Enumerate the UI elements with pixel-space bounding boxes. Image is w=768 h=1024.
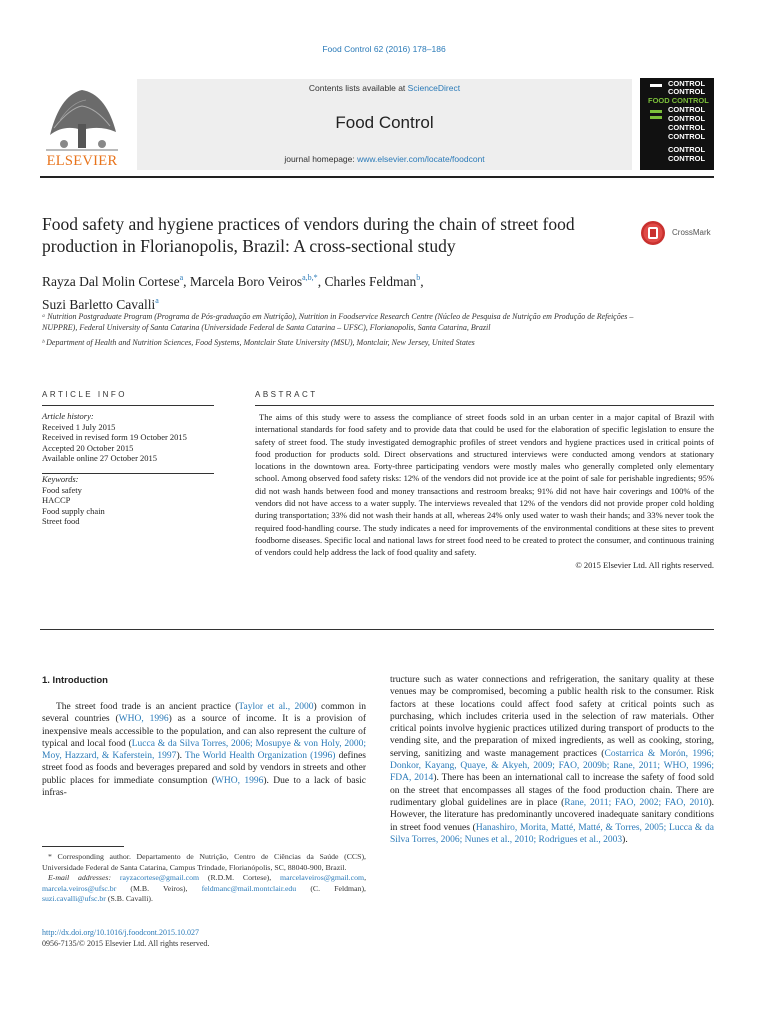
section-heading-introduction: 1. Introduction bbox=[42, 675, 108, 686]
contents-line: Contents lists available at ScienceDirect bbox=[308, 83, 461, 93]
cover-text-line: FOOD CONTROL bbox=[648, 96, 709, 105]
citation-link[interactable]: Hanashiro, Morita, Matté, Matté, & Torres, 2005; Lucca & da Silva Torres, 2006; Nunes et al., 2010; Rodrigues et al., 2003 bbox=[390, 822, 715, 845]
text-run: ). There has been an international call to increase the safety of food sold on the street that encompasses all stages of the food production chain. There are rudimentary global guidelines are in place ( bbox=[390, 773, 714, 808]
journal-citation[interactable]: Food Control 62 (2016) 178–186 bbox=[322, 44, 446, 54]
text-run: tructure such as water connections and refrigeration, the sanitary quality at these venues may be compromised, becoming a public health risk to the consumer. Risk factors at these locations could affect food safety at critical points such as purchasing, which includes criteria used in the selection of raw materials. Other critical points involve hygienic practices utilized during transport of products to the vending site, and the preparation of mixed ingredients, as well as cooking, storing, serving, sanitizing and waste management practices ( bbox=[390, 675, 714, 759]
email-addresses-note bbox=[42, 873, 366, 905]
text-run: E-mail addresses: bbox=[48, 873, 120, 882]
author-name[interactable]: Marcela Boro Veiros bbox=[189, 274, 303, 289]
issn-line: 0956-7135/© 2015 Elsevier Ltd. All rights reserved. bbox=[42, 939, 210, 948]
citation-link[interactable]: marcela.veiros@ufsc.br bbox=[42, 883, 117, 893]
publisher-name: ELSEVIER bbox=[46, 153, 118, 169]
affiliations bbox=[42, 311, 642, 352]
author-list bbox=[42, 268, 642, 314]
keyword: Food safety bbox=[42, 484, 82, 495]
affiliation-a: ᵃ Nutrition Postgraduate Program (Programa de Pós-graduação em Nutrição), Nutrition in Foodservice Research Centre (Núcleo de Pesquisa de Nutrição em Produção de Refeições – NUPPRE), Federal University of Santa Catarina (Universidade Federal de Santa Catarina – UFSC), Florianopolis, Santa Catarina, Brazil bbox=[42, 312, 634, 332]
author-separator: , bbox=[183, 274, 190, 289]
author-separator: , bbox=[317, 274, 325, 289]
author-name[interactable]: Rayza Dal Molin Cortese bbox=[42, 274, 180, 289]
text-run: The street food trade is an ancient practice ( bbox=[56, 702, 239, 712]
text-run: ). bbox=[176, 751, 185, 762]
footnotes bbox=[42, 852, 366, 905]
author-affiliation-marker[interactable]: b bbox=[416, 273, 421, 282]
citation-link[interactable]: rayzacortese@gmail.com bbox=[119, 873, 200, 882]
affiliation-b: ᵇ Department of Health and Nutrition Sciences, Food Systems, Montclair State University (MSU), Montclair, New Jersey, United States bbox=[42, 338, 475, 347]
text-run: ). However, the literature has predominantly uncovered inadequate sanitary conditions in street food venues ( bbox=[390, 797, 714, 833]
abstract bbox=[255, 411, 714, 571]
text-run: ) as a source of income. It is a provision of inexpensive meals accessible to the population, and can also represent the culture of typical and local food ( bbox=[42, 714, 366, 749]
cover-text-line: CONTROL bbox=[668, 123, 706, 132]
crossmark-label[interactable]: CrossMark bbox=[672, 228, 711, 237]
journal-cover-thumbnail bbox=[640, 78, 714, 170]
keyword: Street food bbox=[42, 516, 80, 527]
citation-link[interactable]: suzi.cavalli@ufsc.br bbox=[42, 894, 106, 903]
abstract-heading: ABSTRACT bbox=[255, 390, 318, 399]
abstract-copyright: © 2015 Elsevier Ltd. All rights reserved. bbox=[575, 559, 714, 570]
history-item: Received 1 July 2015 bbox=[42, 421, 116, 432]
history-item: Accepted 20 October 2015 bbox=[42, 442, 134, 453]
cover-text-line: CONTROL bbox=[668, 79, 706, 88]
doi-block bbox=[42, 927, 209, 949]
cover-text-line: CONTROL bbox=[668, 87, 706, 96]
text-run: ). bbox=[622, 834, 628, 845]
intro-column-left bbox=[42, 701, 366, 799]
intro-column-right bbox=[390, 674, 714, 846]
corresponding-author-note: * Corresponding author. Departamento de Nutrição, Centro de Ciências da Saúde (CCS), Universidade Federal de Santa Catarina, Campus Trindade, Florianópolis, SC, 88040-900, Brazil. bbox=[42, 852, 366, 872]
abstract-rule bbox=[255, 405, 714, 406]
intro-paragraph bbox=[42, 701, 366, 799]
cover-text-line: CONTROL bbox=[668, 105, 706, 114]
citation-link[interactable]: The World Health Organization (1996) bbox=[184, 751, 336, 762]
text-run: (R.D.M. Cortese), bbox=[199, 873, 281, 882]
citation-link[interactable]: Lucca & da Silva Torres, 2006; Mosupye & von Holy, 2000; Moy, Hazzard, & Kaferstein, 1997 bbox=[42, 738, 366, 762]
citation-link[interactable]: Costarrica & Morón, 1996; Donkor, Kayang, Quaye, & Akyeh, 2009; FAO, 2009b; Rane, 2011; WHO, 1996; FDA, 2014 bbox=[390, 748, 714, 784]
text-run: defines street food as foods and beverages prepared and sold by vendors in streets and other public places for immediate consumption ( bbox=[42, 751, 366, 786]
text-run: (C. Feldman), bbox=[296, 883, 366, 893]
history-label: Article history: bbox=[42, 411, 94, 421]
journal-name: Food Control bbox=[335, 113, 434, 132]
journal-masthead bbox=[137, 79, 632, 170]
text-run: (S.B. Cavalli). bbox=[105, 894, 153, 903]
citation-link[interactable]: Rane, 2011; FAO, 2002; FAO, 2010 bbox=[564, 797, 709, 808]
cover-text-line: CONTROL bbox=[668, 114, 706, 123]
journal-homepage-line: journal homepage: www.elsevier.com/locate/foodcont bbox=[284, 154, 485, 164]
citation-link[interactable]: WHO, 1996 bbox=[214, 775, 264, 786]
article-title: Food safety and hygiene practices of vendors during the chain of street food production in Florianopolis, Brazil: A cross-sectional study bbox=[42, 214, 575, 256]
text-run: (M.B. Veiros), bbox=[116, 883, 202, 893]
citation-link[interactable]: marcelaveiros@gmail.com bbox=[280, 873, 365, 882]
text-run: ). Due to a lack of basic infras- bbox=[42, 775, 366, 799]
author-affiliation-marker[interactable]: a bbox=[179, 273, 184, 282]
header-divider bbox=[40, 176, 714, 178]
citation-link[interactable]: feldmanc@mail.montclair.edu bbox=[201, 883, 297, 893]
history-item: Received in revised form 19 October 2015 bbox=[42, 432, 187, 443]
text-run: ) common in several countries ( bbox=[42, 702, 367, 725]
keyword: HACCP bbox=[42, 495, 71, 506]
doi-link[interactable]: http://dx.doi.org/10.1016/j.foodcont.2015.10.027 bbox=[42, 928, 199, 937]
author-name[interactable]: Charles Feldman bbox=[324, 274, 417, 289]
footnote-divider bbox=[42, 846, 124, 847]
article-info-heading: ARTICLE INFO bbox=[42, 390, 127, 399]
journal-homepage-link[interactable]: www.elsevier.com/locate/foodcont bbox=[357, 154, 485, 164]
cover-text-line: CONTROL bbox=[668, 145, 706, 154]
author-name[interactable]: Suzi Barletto Cavalli bbox=[42, 297, 156, 312]
history-item: Available online 27 October 2015 bbox=[42, 453, 158, 464]
cover-text-line: CONTROL bbox=[668, 154, 706, 163]
article-info bbox=[42, 411, 214, 527]
sciencedirect-link[interactable]: ScienceDirect bbox=[407, 83, 461, 93]
article-info-rule bbox=[42, 405, 214, 406]
author-affiliation-marker[interactable]: a bbox=[155, 296, 159, 305]
keywords-label: Keywords: bbox=[42, 473, 79, 484]
intro-paragraph bbox=[390, 674, 714, 846]
author-affiliation-marker[interactable]: a,b,* bbox=[302, 273, 318, 282]
text-run: , bbox=[364, 873, 367, 882]
author-separator: , bbox=[420, 274, 424, 289]
keyword: Food supply chain bbox=[42, 505, 105, 516]
abstract-bottom-rule bbox=[40, 629, 714, 630]
abstract-text: The aims of this study were to assess the compliance of street foods sold in an urban center in a major capital of Brazil with international standards for food safety and to provide data that could be used for the elaboration of specific legislation to ensure the safety of street food. The study investigated demographic profiles of street vendors and hygiene practices used in critical points of food production for products sold. Direct observations and structured interviews were conducted among vendors at stationary locations in the downtown area. Forty-three participating vendors were mostly males who generally completed only elementary school. Among observed food safety risks: 12% of the vendors did not provide ice at the point of sale for perishable ingredients; 95% did not wash hands between food and money transactions and restroom breaks; 91% did not have hair coverings and 100% of the vendors did not have access to a water supply. The interviews revealed that 12% of the vendors did not provide proper cold holding during transportation; 33% did not wash their hands at all, whereas 24% only used water to wash their hands; and 33% never took the required food-handling course. The study indicates a need for improvements of the environmental conditions at these sites to prevent foodborne diseases. Specific local and national laws for street food need to be created to protect the consumer, and continuous training of vendors could help address the lack of food quality and safety. bbox=[255, 412, 714, 558]
citation-link[interactable]: Taylor et al., 2000 bbox=[238, 702, 314, 712]
cover-text-line: CONTROL bbox=[668, 132, 706, 141]
citation-link[interactable]: WHO, 1996 bbox=[118, 714, 169, 725]
